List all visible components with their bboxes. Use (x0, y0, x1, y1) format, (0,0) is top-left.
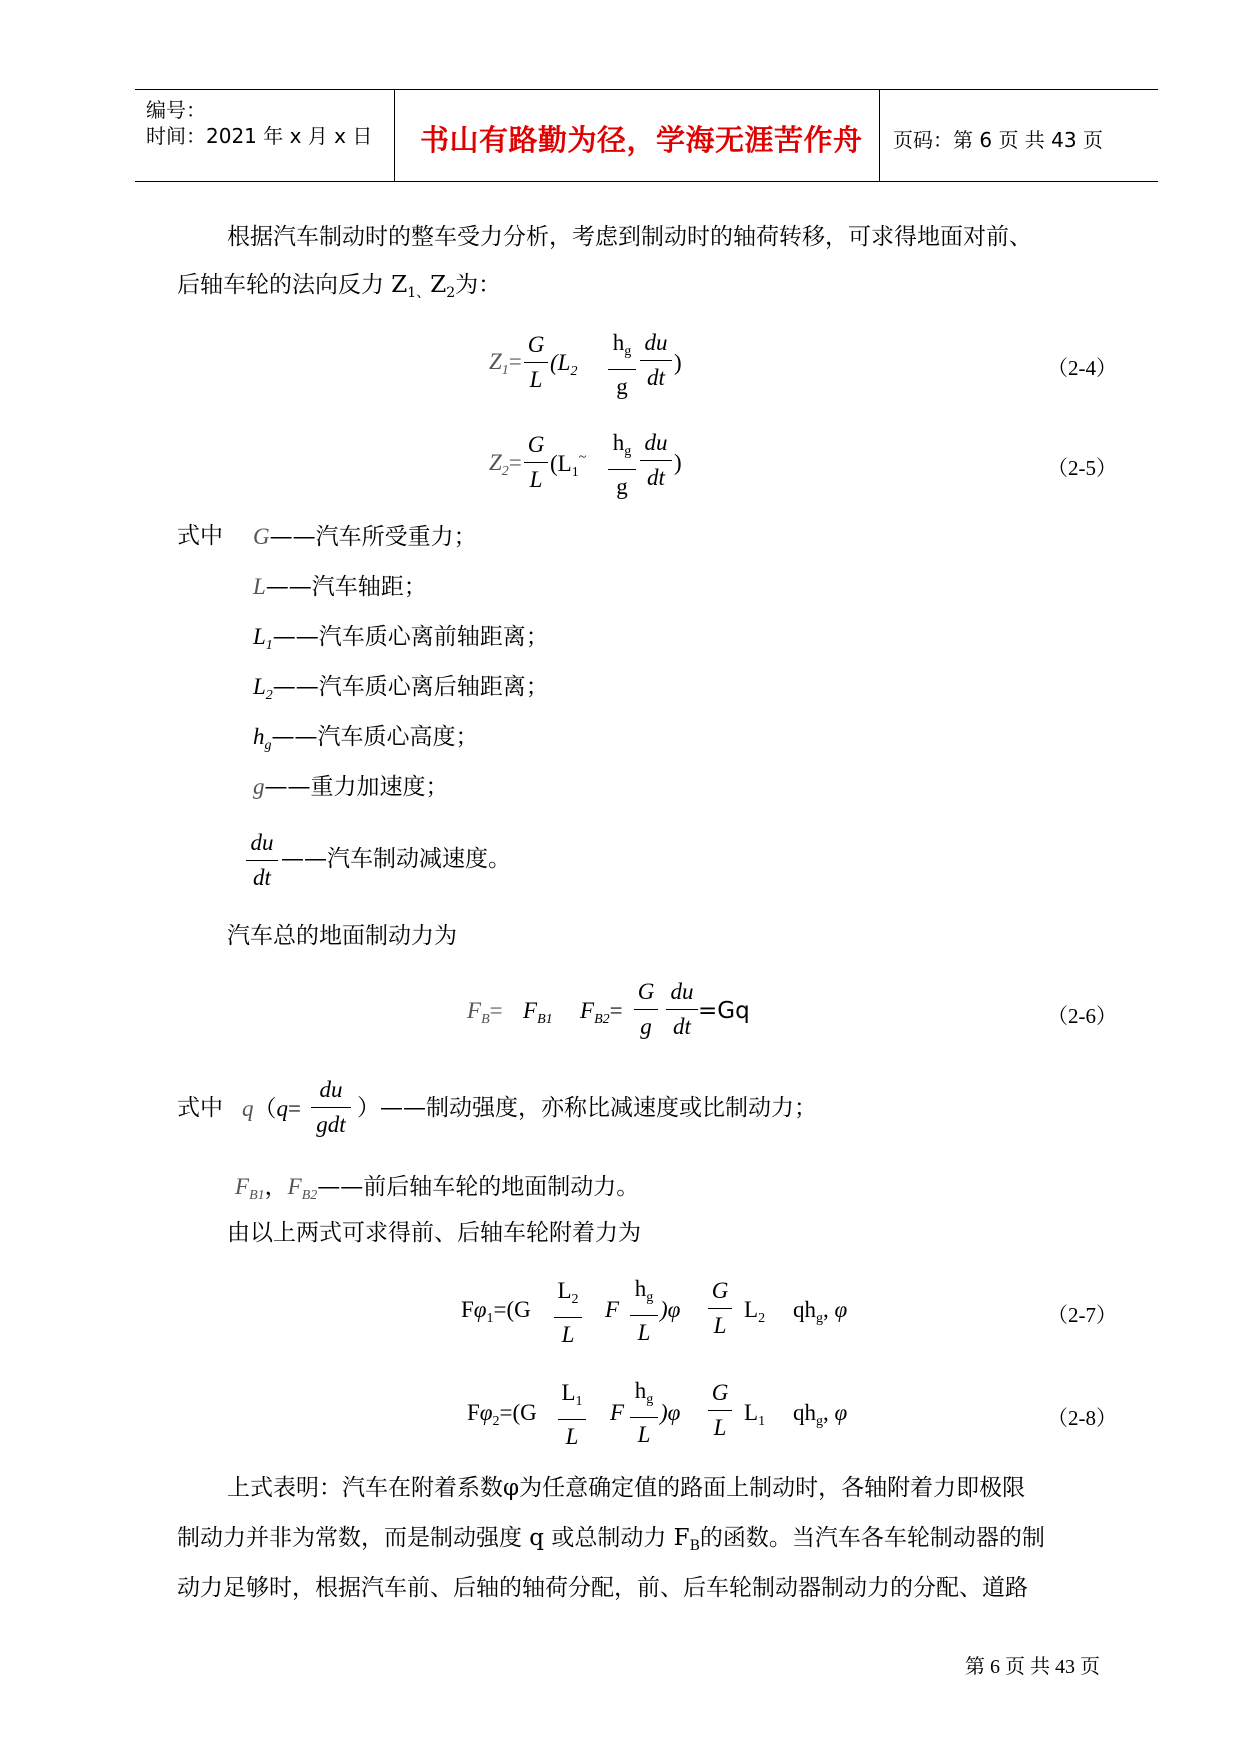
eq8-frac-g-over-l: G L (708, 1378, 732, 1443)
eq4-close: ) (674, 350, 682, 375)
eq7-frac-g-over-l: G L (708, 1276, 732, 1341)
total-force-line: 汽车总的地面制动力为 (227, 923, 457, 949)
header-divider-right (879, 90, 880, 181)
eq5-close: ) (674, 450, 682, 475)
conclusion-line-3: 动力足够时，根据汽车前、后轴的轴荷分配，前、后车轮制动器制动力的分配、道路 (177, 1575, 1028, 1601)
eq5-frac-g-over-l: G L (524, 430, 548, 495)
def-l2: $L_2——$汽车质心离后轴距离； (253, 674, 549, 703)
intro-line-2-text: 后轴车轮的法向反力 Z (177, 272, 408, 298)
eq8-frac-hg-over-l: $h_g$ L (630, 1376, 658, 1450)
footer-page-number: 第 6 页 共 43 页 (965, 1656, 1100, 1678)
eq6-tail: =Gq (698, 998, 750, 1024)
header-page-info: 页码：第 6 页 共 43 页 (893, 128, 1103, 152)
eq5-frac-du-dt: du dt (640, 428, 672, 493)
eq6-term-fb2: $F_{B2}=$ (580, 998, 623, 1027)
eq4-mid: ($L_2+$ (550, 350, 591, 379)
eq7-lhs: $F\varphi_1=(G$ (461, 1297, 531, 1326)
eq4-lhs: $Z_1=$ (489, 349, 522, 378)
header-bottom-rule (135, 181, 1158, 182)
conclusion-line-2: 制动力并非为常数，而是制动强度 q 或总制动力 $F_B$的函数。当汽车各车轮制动器的制 (177, 1525, 1045, 1554)
adhesion-line: 由以上两式可求得前、后轴车轮附着力为 (227, 1220, 641, 1246)
eq6-term-fb1: $F_{B1}+$ (523, 998, 566, 1027)
intro-end: 为： (455, 272, 502, 298)
intro-sub-1: 1、 (407, 285, 431, 301)
where2-label: 式中 (177, 1095, 223, 1121)
fb-definition: $F_{B1}$，$F_{B2}——$前后轴车轮的地面制动力。 (235, 1174, 640, 1203)
where-label: 式中 (177, 523, 223, 549)
eq8-number: （2-8） (1047, 1406, 1117, 1430)
eq5-frac-hg-over-g: $h_g$ g (608, 428, 636, 502)
eq7-tail2: $qh_g$, φ (793, 1297, 848, 1326)
eq4-number: （2-4） (1047, 356, 1117, 380)
eq5-mid: ($L_1^\sim$ (550, 450, 587, 480)
q-definition-end: ）——制动强度，亦称比减速度或比制动力； (357, 1095, 817, 1121)
document-time-label: 时间：2021 年 x 月 x 日 (146, 124, 373, 148)
eq7-frac-l2-over-l: $L_2$ L (554, 1276, 582, 1350)
eq8-lhs: $F\varphi_2=(G$ (467, 1400, 537, 1429)
def-l1: $L_1——$汽车质心离前轴距离； (253, 624, 549, 653)
intro-sub-2: 2 (446, 285, 456, 301)
eq4-frac-du-dt: du dt (640, 328, 672, 393)
eq7-f: F (605, 1297, 620, 1322)
def-g-accel: g——重力加速度； (253, 774, 449, 800)
eq6-frac-du-dt: du dt (666, 977, 698, 1042)
def-g: G——汽车所受重力； (253, 524, 477, 550)
intro-z2: Z (430, 272, 447, 298)
eq5-number: （2-5） (1047, 456, 1117, 480)
intro-line-2 (177, 274, 501, 300)
eq8-close: )φ (660, 1400, 681, 1425)
def-du-dt-fraction: du dt (246, 828, 278, 893)
intro-line-1: 根据汽车制动时的整车受力分析，考虑到制动时的轴荷转移，可求得地面对前、 (227, 224, 1032, 250)
eq8-frac-l1-over-l: $L_1$ L (558, 1378, 586, 1452)
eq4-frac-g-over-l: G L (524, 330, 548, 395)
eq6-frac-g-over-g: G g (634, 977, 658, 1042)
header-top-rule (135, 89, 1158, 90)
eq7-frac-hg-over-l: $h_g$ L (630, 1274, 658, 1348)
eq6-number: （2-6） (1047, 1004, 1117, 1028)
q-fraction: du gdt (311, 1075, 351, 1140)
eq8-f: F (610, 1400, 625, 1425)
def-hg: $h_g——$汽车质心高度； (253, 724, 479, 753)
def-l: L——汽车轴距； (253, 574, 427, 600)
document-number-label: 编号： (146, 98, 206, 122)
eq8-tail: $L_1$ (744, 1400, 766, 1429)
def-du-dt-text: ——汽车制动减速度。 (281, 846, 511, 872)
header-divider-left (394, 90, 395, 181)
eq7-close: )φ (660, 1297, 681, 1322)
conclusion-line-1: 上式表明：汽车在附着系数φ为任意确定值的路面上制动时，各轴附着力即极限 (227, 1475, 1026, 1501)
eq5-lhs: $Z_2=$ (489, 450, 522, 479)
eq6-lhs: $F_B=$ (467, 998, 503, 1027)
eq4-frac-hg-over-g: $h_g$ g (608, 328, 636, 402)
q-definition-start: q（q= (242, 1096, 301, 1122)
header-motto: 书山有路勤为径，学海无涯苦作舟 (420, 123, 863, 157)
eq7-tail: $L_2$ (744, 1297, 766, 1326)
eq7-number: （2-7） (1047, 1303, 1117, 1327)
eq8-tail2: $qh_g$, φ (793, 1400, 848, 1429)
